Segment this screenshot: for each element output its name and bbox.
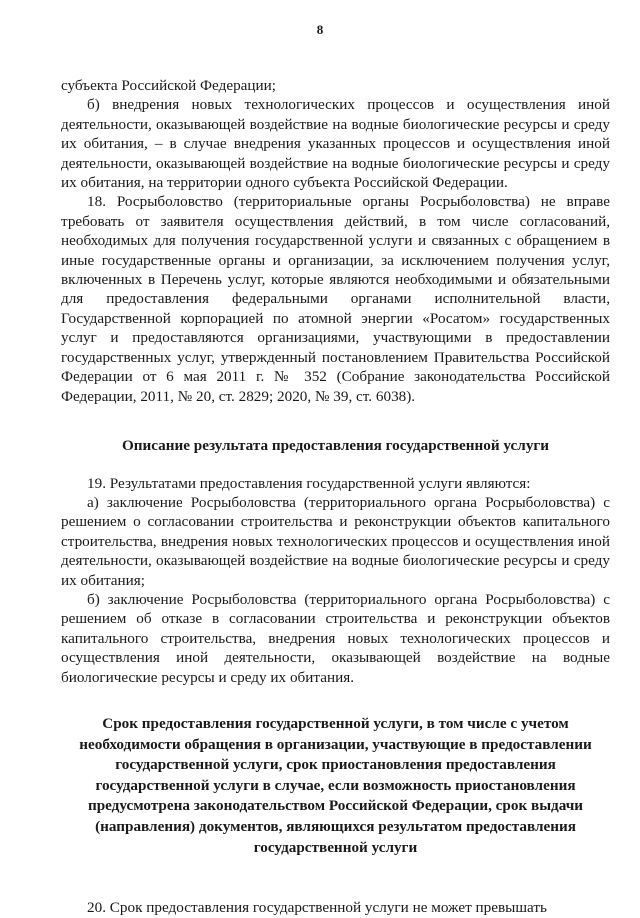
paragraph-continuation: субъекта Российской Федерации; <box>61 77 277 94</box>
paragraph-20: 20. Срок предоставления государственной услуги не может превышать <box>87 899 547 917</box>
paragraph-18: 18. Росрыболовство (территориальные органы Росрыболовства) не вправе требовать от заявителя осуществления действий, в том числе согласований, необходимых для получения государственной услуги и связанных с обращением в иные государственные органы и организации, за исключением получения услуг, включенных в Перечень услуг, которые являются необходимыми и обязательными для предоставления федеральными органами исполнительной власти, Государственной корпорацией по атомной энергии «Росатом» государственных услуг и предоставляются организациями, участвующими в предоставлении государственных услуг, утвержденный постановлением Правительства Российской Федерации от 6 мая 2011 г. № 352 (Собрание законодательства Российской Федерации, 2011, № 20, ст. 2829; 2020, № 39, ст. 6038). <box>61 193 610 405</box>
section-heading-term: Срок предоставления государственной услуги, в том числе с учетом необходимости обращения в организации, участвующие в предоставлении государственной услуги, срок приостановления предоставления государственной услуги в случае, если возможность приостановления предусмотрена законодательством Российской Федерации, срок выдачи (направления) документов, являющихся результатом предоставления государственной услуги <box>79 714 592 856</box>
subitem-a-paragraph: а) заключение Росрыболовства (территориального органа Росрыболовства) с решением о согласовании строительства и реконструкции объектов капитального строительства, внедрения новых технологических процессов и осуществления иной деятельности, оказывающей воздействие на водные биологические ресурсы и среду их обитания; <box>61 493 610 589</box>
document-body <box>61 76 610 918</box>
page-number: 8 <box>316 22 324 37</box>
subitem-b-paragraph: б) внедрения новых технологических процессов и осуществления иной деятельности, оказывающей воздействие на водные биологические ресурсы и среду их обитания, – в случае внедрения указанных процессов и осуществления иной деятельности, оказывающей воздействие на водные биологические ресурсы и среду их обитания, на территории одного субъекта Российской Федерации. <box>61 96 610 192</box>
paragraph-19: 19. Результатами предоставления государственной услуги являются: <box>87 474 531 492</box>
subitem-b-refusal-paragraph: б) заключение Росрыболовства (территориального органа Росрыболовства) с решением об отказе в согласовании строительства и реконструкции объектов капитального строительства, внедрения новых технологических процессов и осуществления иной деятельности, оказывающей воздействие на водные биологические ресурсы и среду их обитания. <box>61 590 610 686</box>
section-heading-result: Описание результата предоставления государственной услуги <box>121 436 550 454</box>
